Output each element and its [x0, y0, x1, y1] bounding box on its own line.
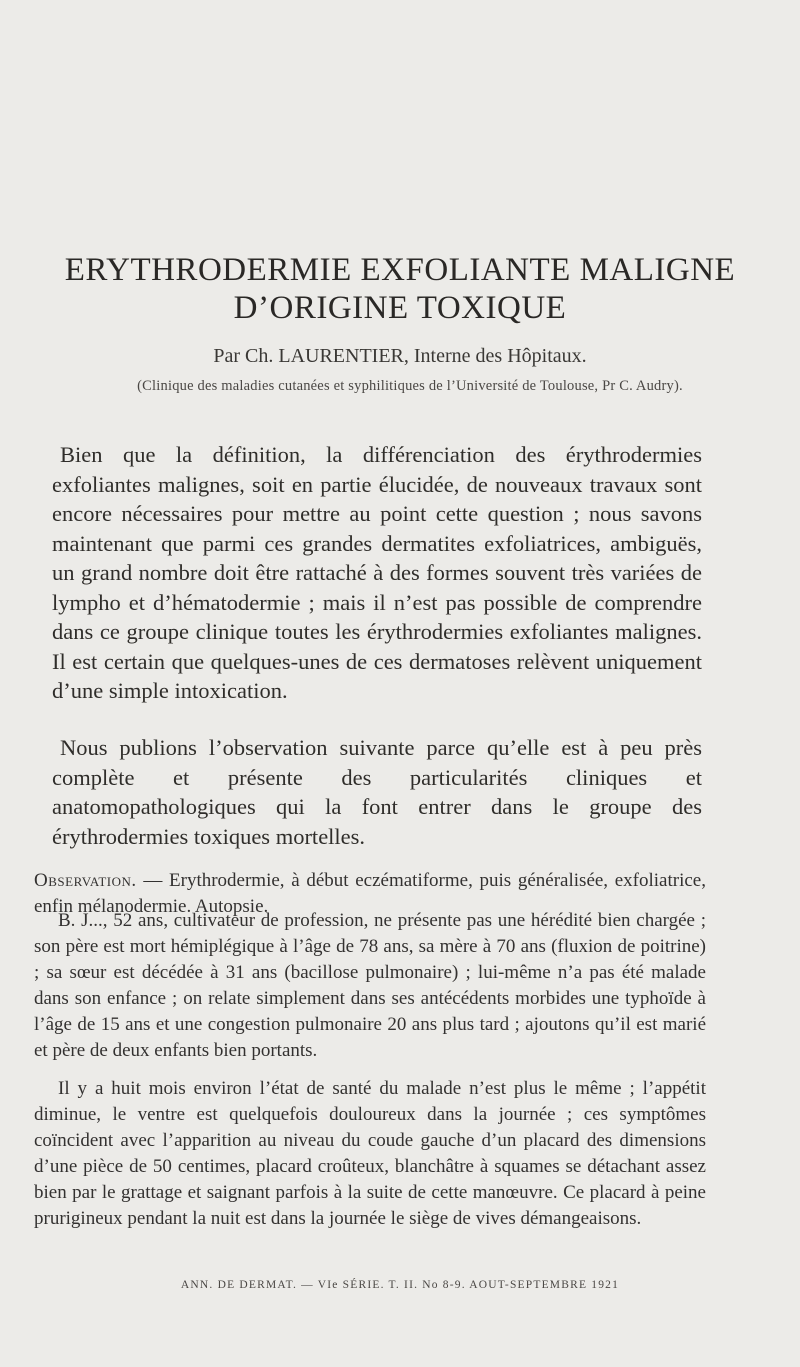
author-affiliation: (Clinique des maladies cutanées et syphilitiques de l’Université de Toulouse, Pr C. Audry).: [137, 378, 683, 394]
journal-footer: ANN. DE DERMAT. — VIe SÉRIE. T. II. No 8-9. AOUT-SEPTEMBRE 1921: [180, 1279, 620, 1291]
intro-paragraph-1: Bien que la définition, la différenciation des érythrodermies exfoliantes malignes, soit en partie élucidée, de nouveaux travaux sont encore nécessaires pour mettre au point cette question ; nous savons maintenant que parmi ces grandes dermatites exfoliatrices, ambiguës, un grand nombre doit être rattaché à des formes souvent très variées de lympho et d’hématodermie ; mais il n’est pas possible de comprendre dans ce groupe clinique toutes les érythrodermies exfoliantes malignes. Il est certain que quelques-unes de ces dermatoses relèvent uniquement d’une simple intoxication.: [52, 442, 702, 703]
observation-paragraph-2: Il y a huit mois environ l’état de santé du malade n’est plus le même ; l’appétit diminue, le ventre est quelquefois douloureux dans la journée ; ces symptômes coïncident avec l’apparition au niveau du coude gauche d’un placard des dimensions d’une pièce de 50 centimes, placard croûteux, blanchâtre à squames se détachant assez bien par le grattage et saignant parfois à la suite de cette manœuvre. Ce placard à peine prurigineux pendant la nuit est dans la journée le siège de vives démangeaisons.: [34, 1078, 706, 1229]
observation-paragraph-1: B. J..., 52 ans, cultivateur de profession, ne présente pas une hérédité bien chargée ; son père est mort hémiplégique à l’âge de 78 ans, sa mère à 70 ans (fluxion de poitrine) ; sa sœur est décédée à 31 ans (bacillose pulmonaire) ; lui-même n’a pas été malade dans son enfance ; on relate simplement dans ses antécédents morbides une typhoïde à l’âge de 15 ans et une congestion pulmonaire 20 ans plus tard ; ajoutons qu’il est marié et père de deux enfants bien portants.: [34, 910, 706, 1061]
intro-paragraph-2: Nous publions l’observation suivante parce qu’elle est à peu près complète et présente des particularités cliniques et anatomopathologiques qui la font entrer dans le groupe des érythrodermies toxiques mortelles.: [52, 735, 702, 849]
observation-heading: Observation.: [34, 870, 137, 891]
article-title-line-2: D’ORIGINE TOXIQUE: [233, 290, 567, 326]
author-byline: Par Ch. LAURENTIER, Interne des Hôpitaux.: [213, 345, 587, 367]
observation-summary: — Erythrodermie, à début eczématiforme, puis généralisée, exfoliatrice, enfin mélanodermie. Autopsie.: [34, 870, 706, 917]
article-title-line-1: ERYTHRODERMIE EXFOLIANTE MALIGNE: [64, 252, 736, 288]
